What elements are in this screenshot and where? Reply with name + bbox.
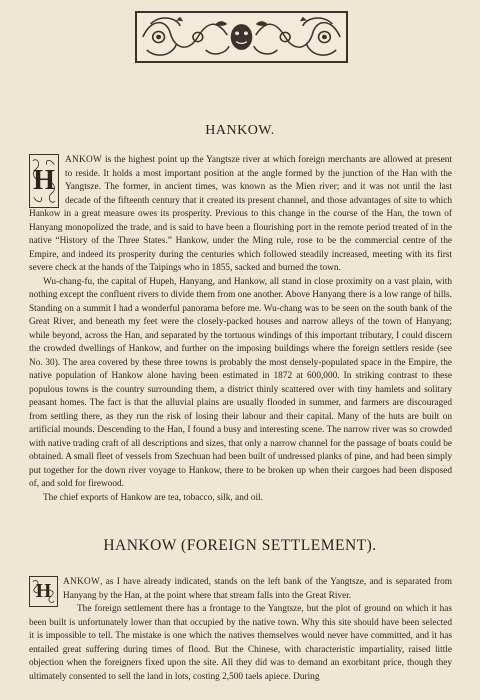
- opening-word: ANKOW: [65, 155, 103, 165]
- section-body-hankow: [29, 154, 452, 505]
- opening-word: ANKOW: [63, 577, 101, 587]
- drop-cap-ornament: [29, 154, 59, 208]
- scrollwork-ornament-icon: [137, 13, 346, 61]
- paragraph-text: is the highest point up the Yangtsze river at which foreign merchants are allowed at present to reside. It holds a most important position at the angle formed by the junction of the Han with the Yangtsze. The former, in ancient times, was known as the Mien river; and it was not until the last decade of the fifteenth century that it created its present channel, and those advantages of site to which Hankow in a great measure owes its prosperity. Previous to this change in the course of the Han, the town of Hanyang monopolized the trade, and is said to have been a flourishing port in the remote period treated of in the native “History of the Three States.” Hankow, under the Ming rule, rose to be the commercial centre of the Empire, and indeed its prosperity during the centuries which followed steadily increased, meeting with its first severe check at the hands of the Taipings who in 1855, sacked and burned the town.: [29, 155, 452, 273]
- paragraph: [29, 154, 452, 276]
- drop-cap-letter: H: [33, 165, 55, 197]
- section-title-foreign-settlement: HANKOW (FOREIGN SETTLEMENT).: [103, 537, 377, 554]
- paragraph: The chief exports of Hankow are tea, tobacco, silk, and oil.: [43, 492, 263, 503]
- paragraph: [29, 576, 452, 603]
- paragraph-text: , as I have already indicated, stands on the left bank of the Yangtsze, and is separated from Hanyang by the Han, at the point where that stream falls into the Great River.: [63, 577, 452, 601]
- drop-cap-ornament: [29, 576, 58, 607]
- section-body-foreign-settlement: [29, 576, 452, 684]
- ornamental-header-banner: [135, 11, 348, 63]
- section-title-hankow: HANKOW.: [205, 123, 275, 138]
- drop-cap-letter: H: [35, 579, 52, 602]
- paragraph: The foreign settlement there has a frontage to the Yangtsze, but the plot of ground on which it has been built is unfortunately lower than that occupied by the native town. Why this site should have been selected it is impossible to tell. The mistake is one which the natives themselves would never have committed, and it has entailed great suffering during times of flood. But the Chinese, with characteristic impartiality, raised little objection when the foreigners fixed upon the site. All they did was to demand an exorbitant price, though they ultimately consented to sell the land in lots, costing 2,500 taels apiece. During: [29, 604, 452, 682]
- paragraph: Wu-chang-fu, the capital of Hupeh, Hanyang, and Hankow, all stand in close proximity on a vast plain, with nothing except the confluent rivers to divide them from one another. Above Hanyang there is a low range of hills. Standing on a summit I had a wonderful panorama before me. Wu-chang was to be seen on the south bank of the Great River, and beneath my feet were the closely-packed houses and narrow alleys of the town of Hanyang; while beyond, across the Han, and separated by the tortuous windings of this important tributary, I could discern the crowded dwellings of Hankow, and further on the imposing buildings where the foreign settlers reside (see No. 30). The area covered by these three towns is probably the most densely-populated space in the Empire, the native population of Hankow alone having been estimated in 1872 at 600,000. In striking contrast to these populous towns is the country surrounding them, a district thinly scattered over with tiny hamlets and solitary peasant homes. The fact is that the alluvial plains are usually flooded in summer, and farmers are discouraged from settling there, as they run the risk of losing their labour and their capital. Many of the huts are built on artificial mounds. Descending to the Han, I found a busy and interesting scene. The narrow river was so crowded with native trading craft of all descriptions and sizes, that only a narrow channel for the passage of boats could be obtained. A small fleet of vessels from Szechuan had been built of undressed planks of pine, and had been simply put together for the down river voyage to Hankow, there to be broken up when their cargoes had been disposed of, and sold for firewood.: [29, 276, 452, 489]
